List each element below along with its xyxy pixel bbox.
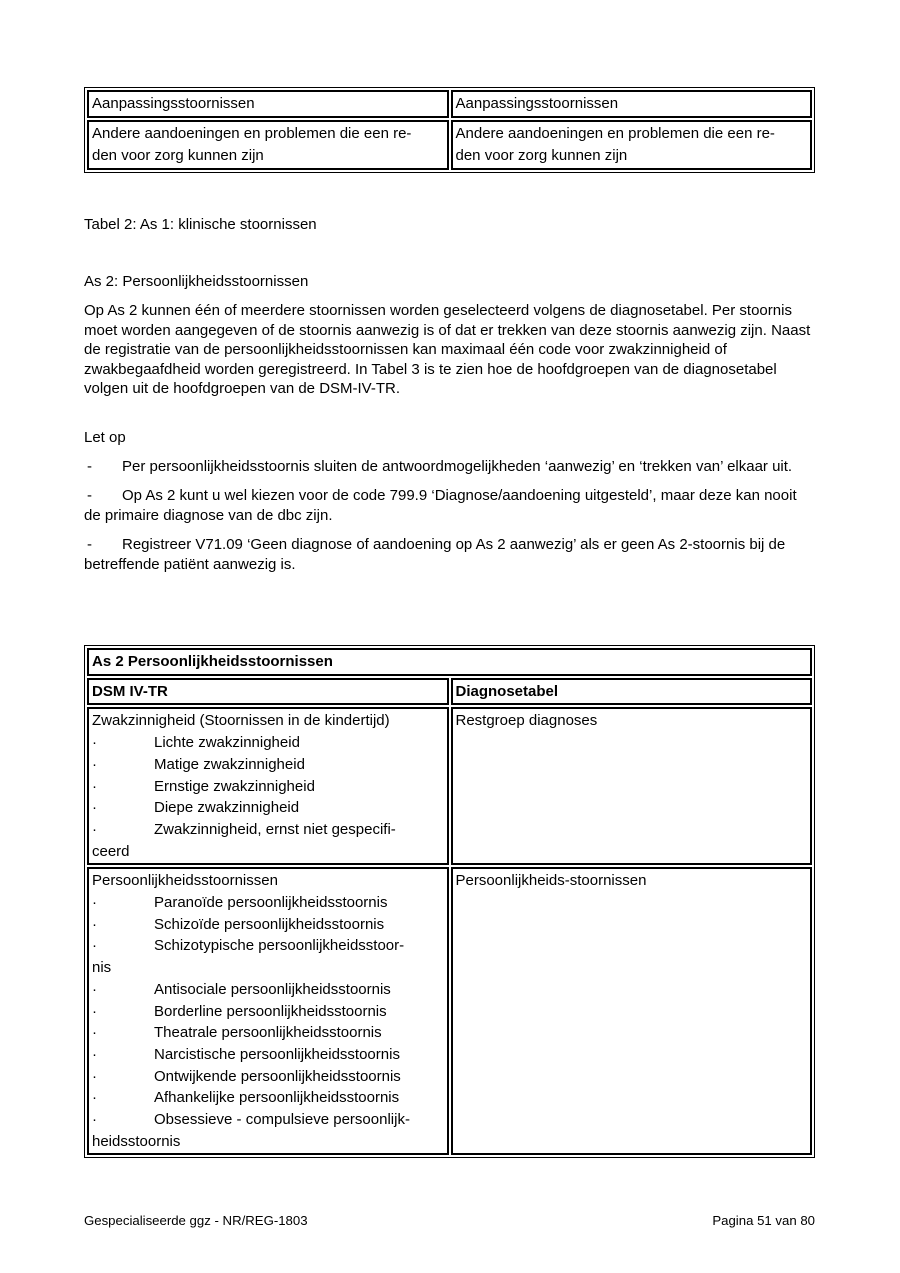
cell-text: Paranoïde persoonlijkheidsstoornis <box>154 894 388 912</box>
column-header-cell: Diagnosetabel <box>451 678 813 706</box>
cell-text: Matige zwakzinnigheid <box>154 755 305 773</box>
table-cell <box>87 707 449 865</box>
cell-text: Schizoïde persoonlijkheidsstoornis <box>154 915 385 933</box>
cell-text: Antisociale persoonlijkheidsstoornis <box>154 980 391 998</box>
cell-line: den voor zorg kunnen zijn <box>455 147 628 164</box>
let-op-list <box>84 457 815 575</box>
cell-text: Obsessieve - compulsieve persoonlijk- <box>154 1111 410 1129</box>
let-op-text: Registreer V71.09 ‘Geen diagnose of aandoening op As 2 aanwezig’ als er geen As 2-stoornis bij de betreffende patiënt aanwezig is. <box>84 536 786 573</box>
cell-text: Schizotypische persoonlijkheidsstoor- <box>154 937 405 955</box>
footer-document-id: Gespecialiseerde ggz - NR/REG-1803 <box>84 1213 308 1228</box>
cell-text: Diepe zwakzinnigheid <box>154 799 300 817</box>
cell-text: heidsstoornis <box>92 1132 181 1150</box>
cell-text: nis <box>92 959 112 977</box>
cell-line <box>92 914 444 936</box>
cell-text: Persoonlijkheids-stoornissen <box>455 872 647 890</box>
bullet-marker: · <box>92 734 97 752</box>
cell-text: Narcistische persoonlijkheidsstoornis <box>154 1045 400 1063</box>
cell-line: Aanpassingsstoornissen <box>92 95 255 112</box>
cell-line: Andere aandoeningen en problemen die een re- <box>455 125 775 142</box>
cell-line <box>92 979 444 1001</box>
table-title-row <box>87 648 812 676</box>
bullet-marker: · <box>92 1024 97 1042</box>
cell-line <box>92 1044 444 1066</box>
bullet-marker: · <box>92 894 97 912</box>
table-cell <box>87 867 449 1155</box>
page-footer <box>84 1213 815 1228</box>
cell-line <box>92 1109 444 1131</box>
let-op-item <box>84 457 815 477</box>
cell-text: Ontwijkende persoonlijkheidsstoornis <box>154 1067 401 1085</box>
cell-line <box>92 776 444 798</box>
cell-line: Andere aandoeningen en problemen die een re- <box>92 125 412 142</box>
bullet-marker: · <box>92 755 97 773</box>
cell-line <box>92 957 444 979</box>
dash-marker: - <box>87 536 92 553</box>
bullet-marker: · <box>92 820 97 838</box>
section-heading: As 2: Persoonlijkheidsstoornissen <box>84 273 309 290</box>
bullet-marker: · <box>92 1111 97 1129</box>
column-header-cell: DSM IV-TR <box>87 678 449 706</box>
bullet-marker: · <box>92 1045 97 1063</box>
table-header-row <box>87 678 812 706</box>
table-as2-persoonlijkheidsstoornissen <box>84 645 815 1158</box>
bullet-marker: · <box>92 980 97 998</box>
table-cell <box>87 120 449 170</box>
dash-marker: - <box>87 457 92 475</box>
body-paragraph: Op As 2 kunnen één of meerdere stoornissen worden geselecteerd volgens de diagnosetabel. Per stoornis moet worden aangegeven of de stoornis aanwezig is of dat er trekken van deze stoornis aanwezig zijn. Naast de registratie van de persoonlijkheidsstoornissen kan maximaal één code voor zwakzinnigheid of zwakbegaafdheid worden geregistreerd. In Tabel 3 is te zien hoe de hoofdgroepen van de diagnosetabel volgen uit de hoofdgroepen van de DSM-IV-TR. <box>84 302 811 397</box>
footer-page-number: Pagina 51 van 80 <box>712 1213 815 1228</box>
cell-line <box>456 710 808 732</box>
bullet-marker: · <box>92 937 97 955</box>
cell-line <box>456 870 808 892</box>
cell-line <box>92 1087 444 1109</box>
let-op-section <box>84 428 815 584</box>
cell-line <box>92 819 444 841</box>
dash-marker: - <box>87 487 92 504</box>
cell-line <box>92 710 444 732</box>
cell-text: Lichte zwakzinnigheid <box>154 734 300 752</box>
table-cell <box>451 867 813 1155</box>
cell-line <box>92 1001 444 1023</box>
table-as1-klinische-stoornissen <box>84 87 815 173</box>
cell-line: den voor zorg kunnen zijn <box>92 147 264 164</box>
cell-line <box>92 732 444 754</box>
bullet-marker: · <box>92 1067 97 1085</box>
let-op-item <box>84 535 815 574</box>
let-op-text: Per persoonlijkheidsstoornis sluiten de antwoordmogelijkheden ‘aanwezig’ en ‘trekken van’ elkaar uit. <box>122 457 793 475</box>
cell-line <box>92 754 444 776</box>
bullet-marker: · <box>92 1002 97 1020</box>
cell-line <box>92 935 444 957</box>
table-caption: Tabel 2: As 1: klinische stoornissen <box>84 216 317 233</box>
table-row <box>87 90 812 118</box>
cell-text: Persoonlijkheidsstoornissen <box>92 872 278 890</box>
cell-text: Restgroep diagnoses <box>455 712 598 730</box>
cell-line <box>92 870 444 892</box>
cell-text: Zwakzinnigheid (Stoornissen in de kindertijd) <box>92 712 390 730</box>
cell-text: Theatrale persoonlijkheidsstoornis <box>154 1024 382 1042</box>
cell-text: Ernstige zwakzinnigheid <box>154 777 315 795</box>
table-cell <box>87 90 449 118</box>
let-op-text: Op As 2 kunt u wel kiezen voor de code 799.9 ‘Diagnose/aandoening uitgesteld’, maar deze kan nooit de primaire diagnose van de dbc zijn. <box>84 487 797 524</box>
table-row <box>87 867 812 1155</box>
let-op-item <box>84 486 815 525</box>
table-title-cell: As 2 Persoonlijkheidsstoornissen <box>87 648 812 676</box>
cell-text: ceerd <box>92 842 130 860</box>
cell-line <box>92 892 444 914</box>
bullet-marker: · <box>92 799 97 817</box>
cell-line <box>92 841 444 863</box>
table-row <box>87 120 812 170</box>
cell-text: Zwakzinnigheid, ernst niet gespecifi- <box>154 820 396 838</box>
bullet-marker: · <box>92 1089 97 1107</box>
table-cell <box>451 90 813 118</box>
cell-line <box>92 1022 444 1044</box>
cell-line: Aanpassingsstoornissen <box>455 95 619 112</box>
bullet-marker: · <box>92 777 97 795</box>
cell-line <box>92 797 444 819</box>
cell-line <box>92 1066 444 1088</box>
table-cell <box>451 120 813 170</box>
table-cell <box>451 707 813 865</box>
bullet-marker: · <box>92 915 97 933</box>
let-op-heading: Let op <box>84 429 126 446</box>
cell-line <box>92 1131 444 1153</box>
cell-text: Borderline persoonlijkheidsstoornis <box>154 1002 387 1020</box>
table-row <box>87 707 812 865</box>
cell-text: Afhankelijke persoonlijkheidsstoornis <box>154 1089 400 1107</box>
